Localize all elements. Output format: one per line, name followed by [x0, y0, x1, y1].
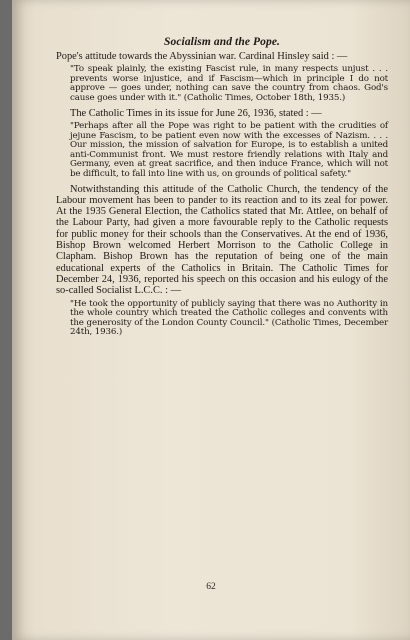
paragraph-1: Pope's attitude towards the Abyssinian war. Cardinal Hinsley said : —: [56, 51, 348, 62]
book-page: [12, 0, 410, 640]
page-heading: Socialism and the Pope.: [163, 36, 281, 48]
quote-3: "He took the opportunity of publicly saying that there was no Authority in the whole country which treated the Catholic colleges and convents with the generosity of the London County Council." (Catholic Times, December 24th, 1936.): [70, 298, 388, 338]
quote-2: "Perhaps after all the Pope was right to be patient with the crudities of jejune Fascism, to be patient even now with the excesses of Nazism. . . . Our mission, the mission of salvation for Europe, is to establish a united anti-Communist front. We must restore friendly relations with Italy and Germany, even at great sacrifice, and then induce France, which will not be difficult, to fall into line with us, on grounds of political safety.": [70, 120, 388, 179]
page-number: 62: [206, 582, 216, 592]
paragraph-3: Notwithstanding this attitude of the Catholic Church, the tendency of the Labour movement has been to pander to its reaction and to its zeal for power. At the 1935 General Election, the Catholics stated that Mr. Attlee, on behalf of the Labour Party, had given a more favourable reply to the Catholic requests for public money for their schools than the Conservatives. At the end of 1936, Bishop Brown welcomed Herbert Morrison to the Catholic College in Clapham. Bishop Brown has the reputation of being one of the main educational experts of the Catholics in Britain. The Catholic Times for December 24, 1936, reported his speech on this occasion and his eulogy of the so-called Socialist L.C.C. : —: [56, 183, 388, 297]
quote-1: "To speak plainly, the existing Fascist rule, in many respects unjust . . . prevents worse injustice, and if Fascism—which in principle I do not approve — goes under, nothing can save the country from chaos. God's cause goes under with it." (Catholic Times, October 18th, 1935.): [70, 64, 388, 104]
page-body: [56, 36, 388, 342]
paragraph-2: The Catholic Times in its issue for June 26, 1936, stated : —: [70, 107, 322, 119]
